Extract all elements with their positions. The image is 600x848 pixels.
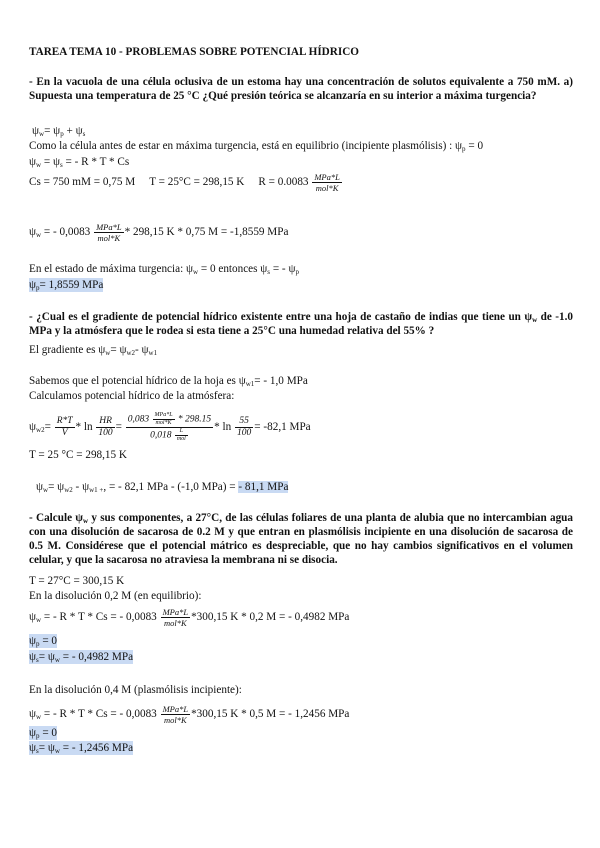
p3-temperature: T = 27°C = 300,15 K	[29, 575, 125, 587]
p2-leaf-potential: Sabemos que el potencial hídrico de la hoja es $\psi_{w1}= - 1,0$ MPa	[29, 375, 308, 388]
p2-temperature: T = 25 °C = 298,15 K	[29, 449, 127, 461]
p2-compound-fraction: 0,083 $\frac{\text{MPa*L}}{\text{mol*K}}$ * 298.15 0,018 $\frac{L}{\text{mol}}$	[127, 412, 212, 442]
page-title: TAREA TEMA 10 - PROBLEMAS SOBRE POTENCIAL HÍDRICO	[29, 46, 359, 58]
p3-calc-04: $\psi_w$ = - R * T * Cs = - 0,0083 $\frac{\text{MPa*L}}{\text{mol*K}}$ *300,15 K * 0,5 M = - 1,2456 MPa	[29, 704, 350, 725]
problem-1-question: - En la vacuola de una célula oclusiva de un estoma hay una concentración de solutos equivalente a 750 mM. a) Supuesta una temperatura de 25 °C ¿Qué presión teórica se alcanzaría en su interior a máxima turgencia?	[29, 76, 573, 102]
p3-calc-02-units-fraction: $\frac{\text{MPa*L}}{\text{mol*K}}$	[162, 607, 189, 628]
p3-solution-04-heading: En la disolución 0,4 M (plasmólisis incipiente):	[29, 684, 242, 696]
p3-calc-02: $\psi_w$ = - R * T * Cs = - 0,0083 $\frac{\text{MPa*L}}{\text{mol*K}}$ *300,15 K * 0,2 M = - 0,4982 MPa	[29, 607, 350, 628]
p1-r-units-fraction: $\frac{\text{MPa*L}}{\text{mol*K}}$	[314, 172, 340, 193]
p1-formula-water-potential: $\psi_w= \psi_p + \psi_s$	[32, 125, 86, 138]
p2-hr-fraction: $\frac{HR}{100}$	[98, 416, 113, 438]
p1-calc-units-fraction: $\frac{\text{MPa*L}}{\text{mol*K}}$	[96, 222, 122, 243]
p3-solution-02-heading: En la disolución 0,2 M (en equilibrio):	[29, 590, 202, 602]
p2-gradient-definition: El gradiente es $\psi_w= \psi_{w2}-$ $\psi_{w1}$	[29, 344, 158, 357]
p3-answer-02: $\psi_s= \psi_w$ = - 0,4982 MPa	[29, 651, 134, 664]
p1-equilibrium-statement: Como la célula antes de estar en máxima turgencia, está en equilibrio (incipiente plasmólisis) : $\psi_p = 0$	[29, 140, 484, 153]
p1-calculation: $\psi_w$ = - 0,0083 $\frac{\text{MPa*L}}{\text{mol*K}}$ * 298,15 K * 0,75 M = -1,8559 MPa	[29, 222, 289, 243]
p3-pressure-potential-02: $\psi_p = 0$	[29, 635, 58, 648]
p1-max-turgor-statement: En el estado de máxima turgencia: $\psi_w = 0$ entonces $\psi_s$ = - $\psi_p$	[29, 263, 299, 276]
p2-gradient-result: $\psi_w= \psi_{w2} - \psi_{w1 +}$, = - 82,1 MPa - (-1,0 MPa) = - 81,1 MPa	[36, 481, 289, 494]
p3-pressure-potential-04: $\psi_p = 0$	[29, 727, 58, 740]
p3-answer-04: $\psi_s= \psi_w$ = - 1,2456 MPa	[29, 742, 134, 755]
p1-answer-highlight: $\psi_p= 1,8559$ MPa	[29, 279, 104, 292]
p1-solute-potential-formula: $\psi_w = \psi_s$ = - R * T * Cs	[29, 156, 130, 169]
problem-2-question: - ¿Cual es el gradiente de potencial hídrico existente entre una hoja de castaño de indias que tiene un $\psi_w$ de -1.0 MPa y la atmósfera que le rodea si esta tiene a 25°C una humedad relativa del 55% ?	[29, 311, 573, 337]
p3-calc-04-units-fraction: $\frac{\text{MPa*L}}{\text{mol*K}}$	[162, 704, 189, 725]
p2-55-over-100-fraction: $\frac{55}{100}$	[237, 416, 252, 438]
p2-answer-highlight: - 81,1 MPa	[238, 481, 289, 493]
p2-atmosphere-calculation: $\psi_{w2}=$ $\frac{R*T}{V}$ * ln $\frac{HR}{100}$ = 0,083 $\frac{\text{MPa*L}}{\text{mol*K}}$ * 298.15 0,018 $\frac{L}{\text{mol}}$ * ln $\frac{55}{100}$ = -82,1 MPa	[29, 412, 311, 442]
p2-atmosphere-heading: Calculamos potencial hídrico de la atmósfera:	[29, 390, 235, 402]
p2-rt-over-v-fraction: $\frac{R*T}{V}$	[56, 416, 73, 438]
p1-given-values: Cs = 750 mM = 0,75 M T = 25°C = 298,15 K R = 0.0083 $\frac{\text{MPa*L}}{\text{mol*K}}$	[29, 172, 340, 193]
problem-3-question: - Calcule $\psi_w$ y sus componentes, a 27°C, de las células foliares de una planta de alubia que no intercambian agua con una disolución de sacarosa de 0.2 M y que entran en plasmólisis incipiente en una disolución de sacarosa de 0.5 M. Considérese que el potencial mátrico es despreciable, que no hay cambios significativos en el volumen celular, y que la sacarosa no atraviesa la membrana ni se disocia.	[29, 512, 573, 566]
